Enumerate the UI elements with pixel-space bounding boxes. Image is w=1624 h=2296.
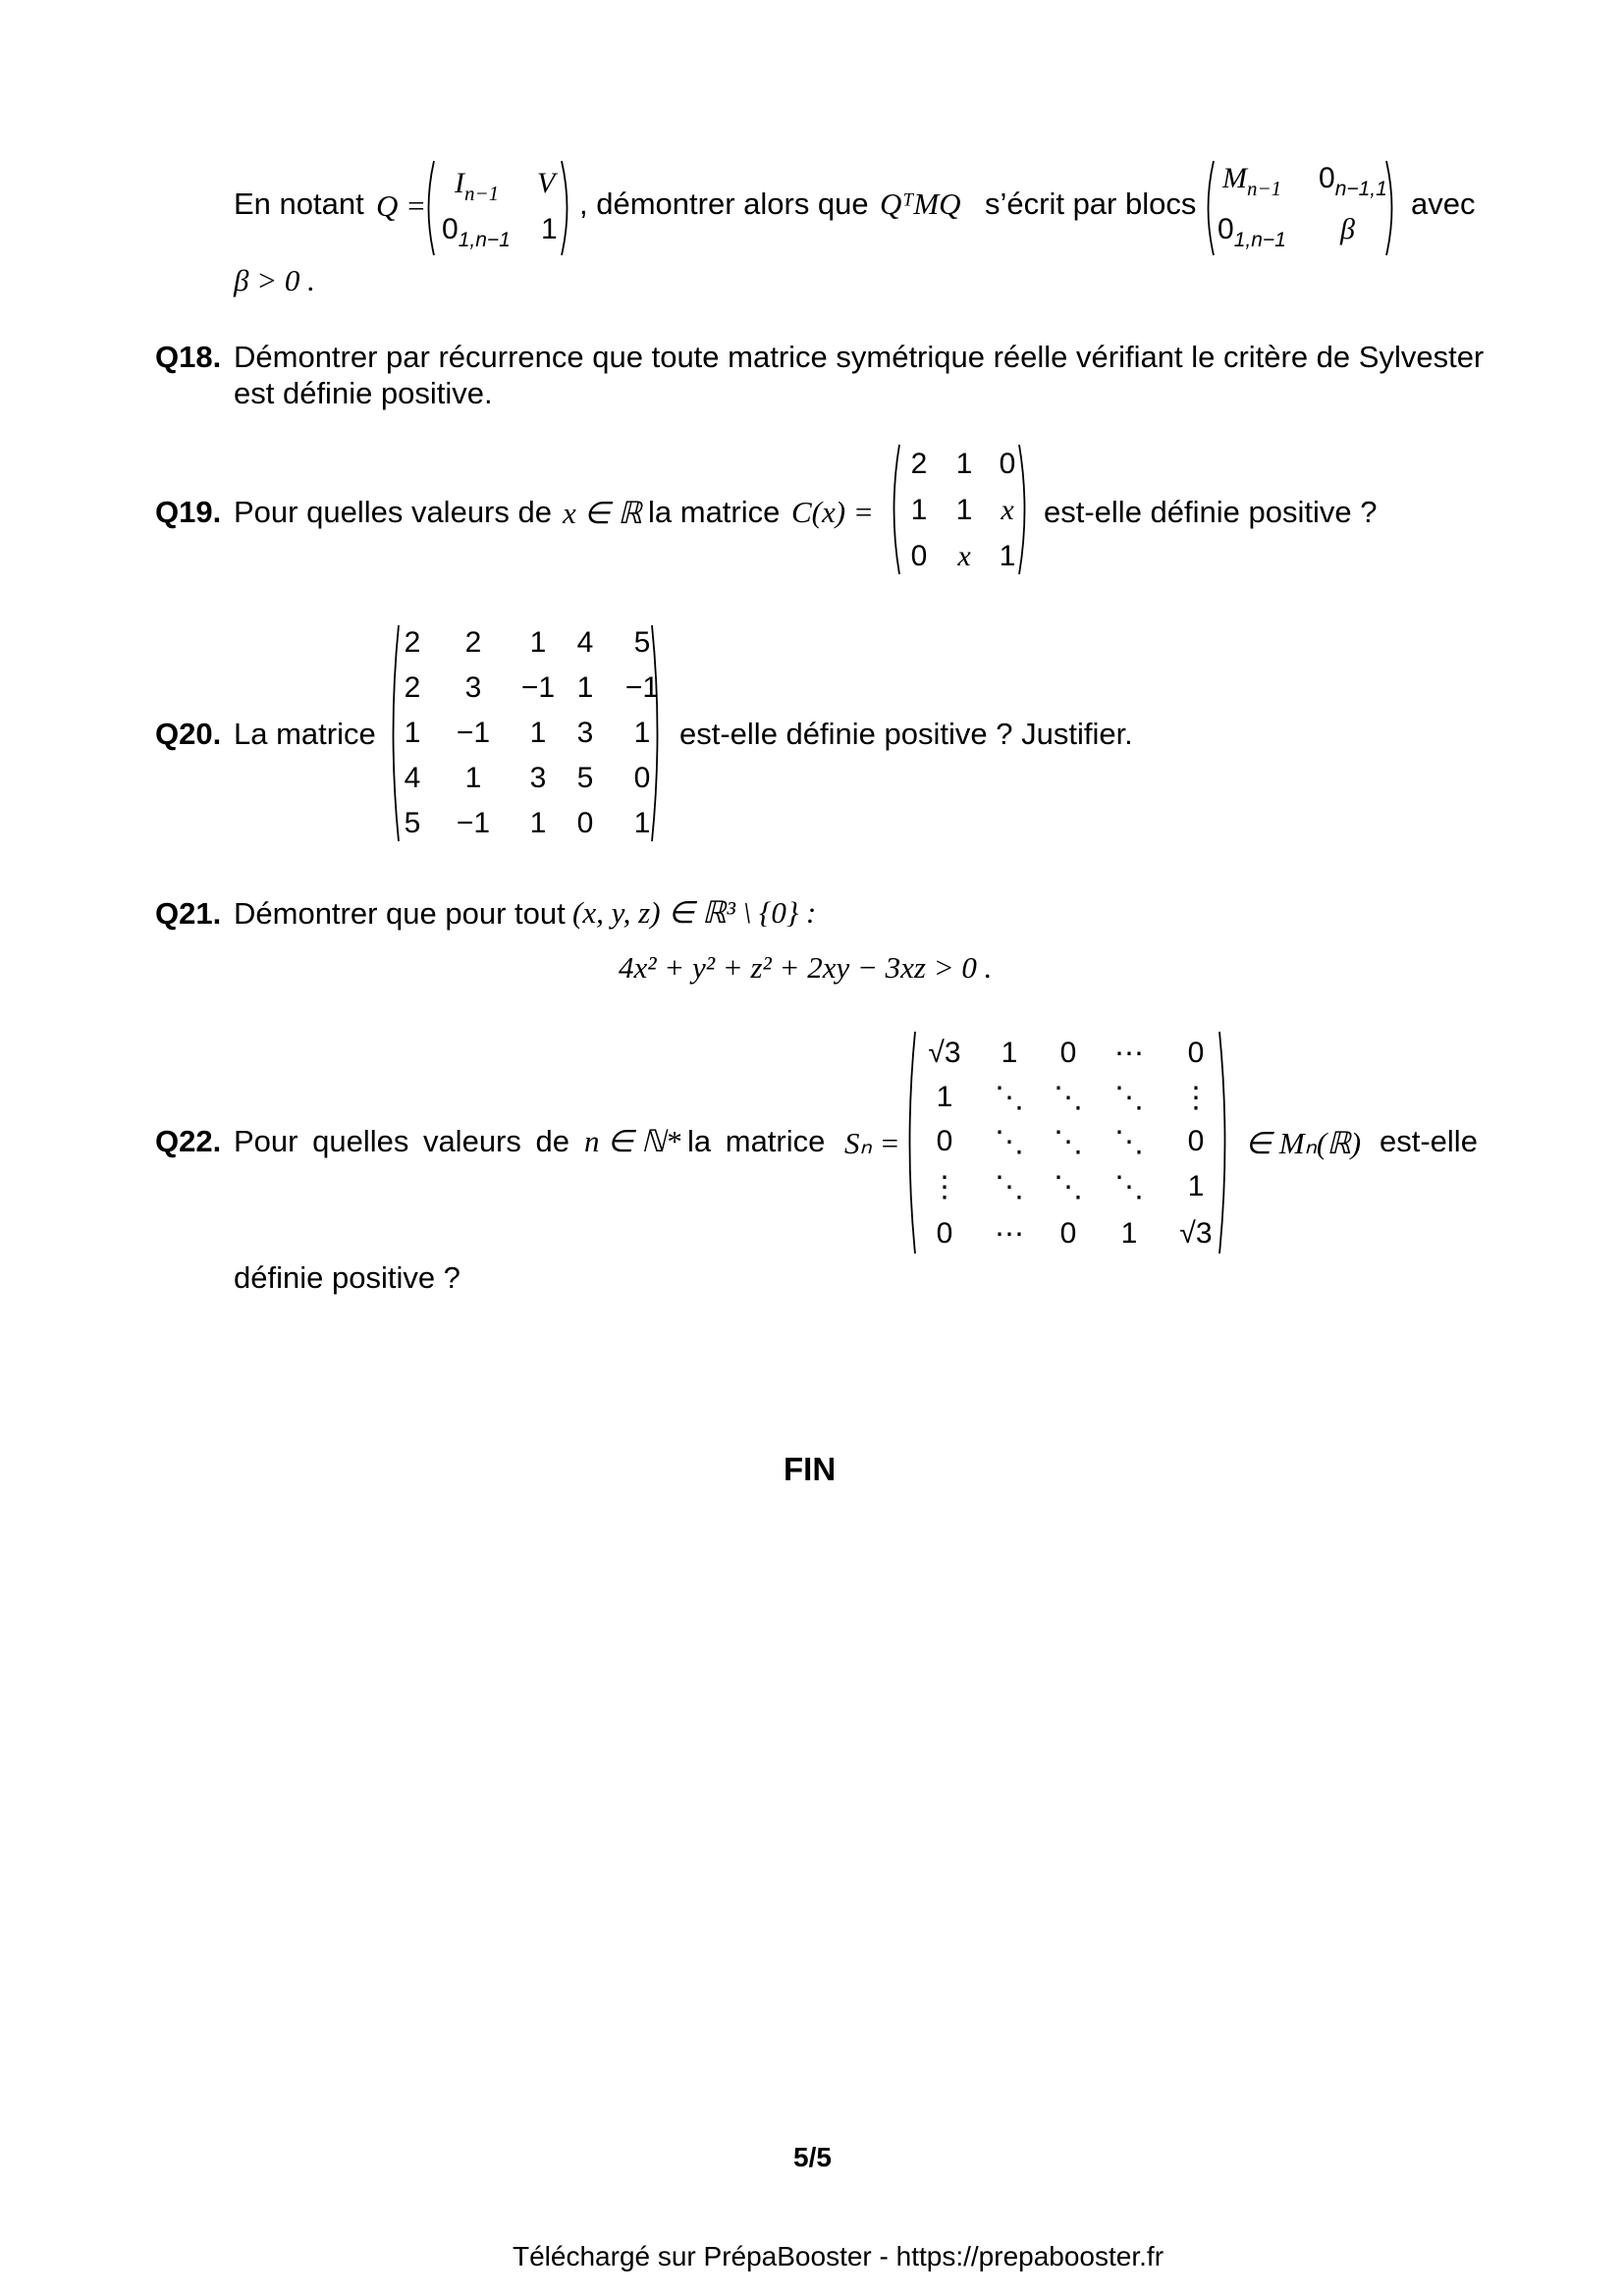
beta-condition: β > 0 . — [234, 263, 315, 297]
matrix-cell: 1 — [529, 717, 547, 749]
block-matrix-a11: $M_{n-1}$ — [1222, 162, 1282, 200]
q22-text1: Pour quelles valeurs de — [234, 1124, 569, 1158]
q18-label: Q18. — [155, 340, 222, 374]
q19-text2: la matrice — [648, 495, 781, 529]
matrix-cell: 1 — [999, 540, 1016, 572]
q17-middle2: s’écrit par blocs — [985, 187, 1197, 221]
matrix-cell: −1 — [456, 717, 491, 749]
matrix-space: ∈ Mₙ(ℝ) — [1245, 1126, 1362, 1160]
matrix-cell: 1 — [529, 626, 547, 659]
matrix-cell: 1 — [910, 494, 928, 526]
block-matrix-a21: $0_{1,n-1}$ — [1218, 213, 1286, 251]
s-matrix-right-paren — [1218, 1031, 1231, 1255]
matrix-cell: 0 — [910, 540, 928, 572]
matrix-cell: ⋯ — [1114, 1038, 1144, 1070]
q17-suffix: avec — [1411, 187, 1476, 221]
matrix-cell: 0 — [1059, 1217, 1077, 1250]
matrix-cell: ⋱ — [995, 1126, 1024, 1158]
q21-inequality: 4x² + y² + z² + 2xy − 3xz > 0 . — [619, 950, 993, 985]
matrix-cell: 1 — [936, 1081, 953, 1113]
s-matrix-label: Sₙ = — [844, 1126, 900, 1160]
matrix-cell: −1 — [624, 671, 660, 704]
matrix-cell: 1 — [464, 762, 482, 794]
block-matrix-right-paren — [1384, 160, 1398, 256]
matrix-cell: −1 — [456, 807, 491, 839]
matrix-cell: 0 — [576, 807, 594, 839]
matrix-cell: ⋱ — [1054, 1126, 1083, 1158]
matrix-cell: ⋱ — [1054, 1171, 1083, 1203]
matrix-cell: 1 — [633, 807, 651, 839]
q-matrix-a12: V — [537, 167, 556, 199]
matrix-cell: 1 — [955, 448, 973, 480]
matrix-cell: 3 — [529, 762, 547, 794]
matrix-cell: 2 — [464, 626, 482, 659]
q19-label: Q19. — [155, 495, 222, 529]
matrix-cell: 5 — [576, 762, 594, 794]
page-number: 5/5 — [793, 2142, 832, 2172]
q19-text3: est-elle définie positive ? — [1044, 495, 1378, 529]
q17-middle: , démontrer alors que — [579, 187, 869, 221]
q-matrix-a21: $0_{1,n-1}$ — [442, 213, 511, 251]
q19-condition: x ∈ ℝ — [563, 496, 642, 530]
matrix-cell: 1 — [633, 717, 651, 749]
matrix-cell: 4 — [404, 762, 421, 794]
q21-text1: Démontrer que pour tout — [234, 896, 566, 931]
matrix-cell: x — [1001, 494, 1014, 526]
matrix-cell: ⋱ — [995, 1082, 1024, 1114]
matrix-cell: 1 — [404, 717, 421, 749]
q-matrix-a22: 1 — [541, 213, 558, 245]
q22-label: Q22. — [155, 1124, 222, 1158]
matrix-cell: 2 — [404, 626, 421, 659]
matrix-cell: ⋱ — [1114, 1126, 1144, 1158]
matrix-cell: 2 — [910, 448, 928, 480]
matrix-cell: 1 — [1001, 1037, 1018, 1069]
q18-line1: Démontrer par récurrence que toute matrice symétrique réelle vérifiant le critère de Sylvester — [234, 340, 1485, 374]
q20-text1: La matrice — [234, 717, 376, 751]
matrix-cell: 3 — [576, 717, 594, 749]
q22-text2: la matrice — [687, 1124, 826, 1158]
q22-condition: n ∈ ℕ* — [584, 1124, 681, 1158]
q21-condition: (x, y, z) ∈ ℝ³ \ {0} : — [572, 895, 817, 930]
matrix-cell: −1 — [520, 671, 556, 704]
q19-text1: Pour quelles valeurs de — [234, 495, 552, 529]
matrix-cell: 0 — [999, 448, 1016, 480]
q18-line2: est définie positive. — [234, 376, 493, 410]
matrix-cell: 1 — [1187, 1170, 1205, 1202]
matrix-cell: 1 — [1120, 1217, 1138, 1250]
qtmq-expression: QᵀMQ — [880, 187, 961, 221]
matrix-cell: ⋱ — [1054, 1082, 1083, 1114]
matrix-cell: 1 — [576, 671, 594, 704]
matrix-cell: 0 — [1187, 1037, 1205, 1069]
q22-text3: est-elle — [1380, 1124, 1478, 1158]
matrix-cell: √3 — [928, 1037, 961, 1069]
q21-label: Q21. — [155, 896, 222, 931]
matrix-cell: 0 — [936, 1125, 953, 1157]
q-matrix-label: Q = — [376, 188, 427, 223]
matrix-cell: √3 — [1179, 1217, 1213, 1250]
q20-text2: est-elle définie positive ? Justifier. — [679, 717, 1133, 751]
block-matrix-a12: $0_{n-1,1}$ — [1319, 162, 1387, 200]
matrix-cell: 3 — [464, 671, 482, 704]
matrix-cell: 5 — [404, 807, 421, 839]
c-matrix-right-paren — [1017, 444, 1031, 575]
matrix-cell: 0 — [936, 1217, 953, 1250]
matrix-cell: ⋮ — [1181, 1082, 1211, 1114]
matrix-cell: ⋯ — [995, 1218, 1024, 1251]
footer-text: Téléchargé sur PrépaBooster - https://prepabooster.fr — [513, 2241, 1164, 2271]
matrix-cell: 1 — [529, 807, 547, 839]
block-matrix-a22: β — [1340, 213, 1355, 245]
matrix-cell: 0 — [1059, 1037, 1077, 1069]
matrix-cell: 5 — [633, 626, 651, 659]
block-matrix-left-paren — [1202, 160, 1216, 256]
q17-prefix: En notant — [234, 187, 364, 221]
matrix-cell: ⋱ — [995, 1171, 1024, 1203]
matrix-cell: ⋱ — [1114, 1082, 1144, 1114]
q20-label: Q20. — [155, 717, 222, 751]
matrix-cell: x — [957, 540, 971, 572]
matrix-cell: ⋱ — [1114, 1171, 1144, 1203]
fin-title: FIN — [784, 1451, 837, 1487]
q22-line2: définie positive ? — [234, 1260, 460, 1295]
matrix-cell: 4 — [576, 626, 594, 659]
q-matrix-right-paren — [560, 160, 573, 256]
q-matrix-left-paren — [422, 160, 436, 256]
matrix-cell: 0 — [633, 762, 651, 794]
q-matrix-a11: $I_{n-1}$ — [455, 167, 500, 205]
matrix-cell: 1 — [955, 494, 973, 526]
matrix-cell: 2 — [404, 671, 421, 704]
matrix-cell: ⋮ — [930, 1171, 959, 1203]
c-matrix-label: C(x) = — [791, 495, 874, 529]
matrix-cell: 0 — [1187, 1125, 1205, 1157]
q20-matrix-right-paren — [650, 624, 664, 842]
